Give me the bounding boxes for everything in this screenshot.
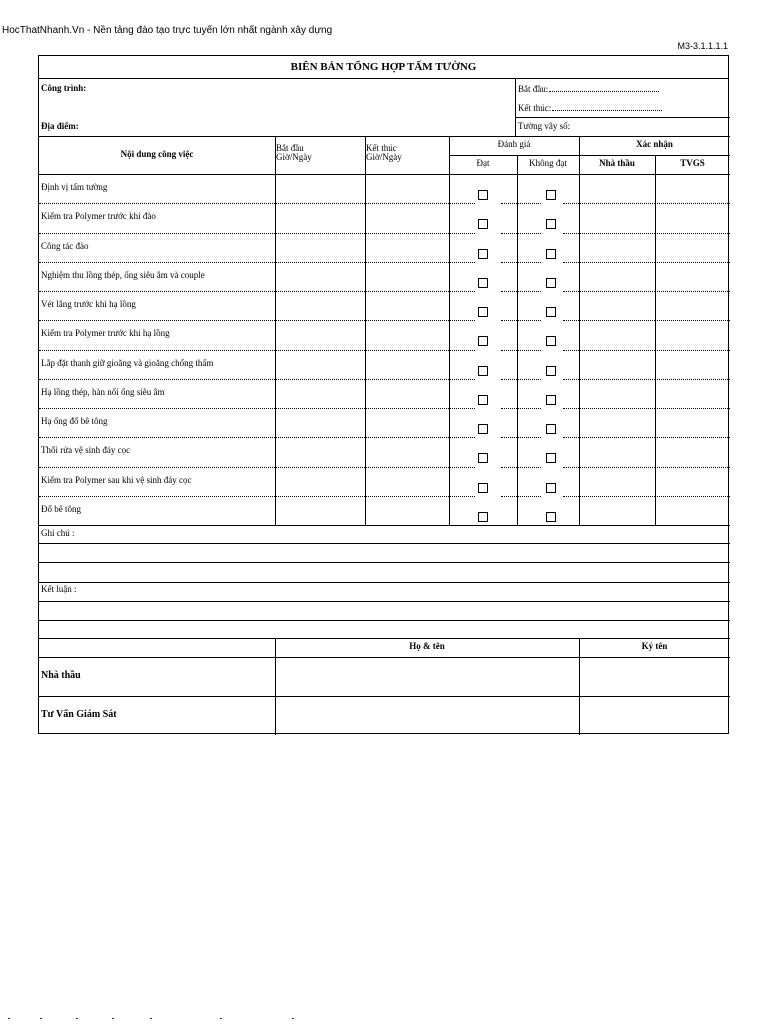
sig-contractor-label: Nhà thầu [41, 670, 81, 681]
row-separator [275, 291, 365, 292]
pass-checkbox[interactable] [478, 278, 488, 288]
row-separator [275, 262, 365, 263]
sig-middle-line [39, 696, 730, 697]
row-separator [449, 467, 475, 468]
row-separator [579, 320, 655, 321]
pass-checkbox[interactable] [478, 336, 488, 346]
row-separator [39, 262, 275, 263]
conclusion-label: Kết luận : [41, 584, 77, 594]
row-separator [39, 496, 275, 497]
sig-name-header: Họ & tên [409, 641, 445, 651]
task-label: Lắp đặt thanh giữ gioăng và gioăng chống thấm [41, 357, 214, 368]
row-separator [517, 291, 541, 292]
row-separator [449, 203, 475, 204]
conclusion-line-1 [39, 601, 730, 602]
task-label: Hạ lồng thép, hàn nối ống siêu âm [41, 386, 165, 397]
row-separator [365, 437, 449, 438]
pass-checkbox[interactable] [478, 366, 488, 376]
row-separator [579, 233, 655, 234]
site-header: HocThatNhanh.Vn - Nền tảng đào tạo trực tuyến lớn nhất ngành xây dựng [2, 25, 333, 36]
row-separator [517, 203, 541, 204]
conclusion-line-2 [39, 620, 730, 621]
sig-header-line [39, 657, 730, 658]
task-label: Kiểm tra Polymer trước khi đào [41, 211, 156, 222]
row-separator [501, 496, 517, 497]
row-separator [39, 437, 275, 438]
row-separator [39, 203, 275, 204]
subheader-line [449, 155, 730, 156]
row-separator [449, 379, 475, 380]
inspection-form [38, 55, 729, 734]
row-separator [365, 350, 449, 351]
notes-line-3 [39, 582, 730, 583]
row-separator [365, 379, 449, 380]
row-separator [275, 437, 365, 438]
row-separator [275, 496, 365, 497]
row-separator [579, 467, 655, 468]
col-fail-header: Không đạt [529, 158, 567, 168]
row-separator [39, 350, 275, 351]
row-separator [517, 350, 541, 351]
row-separator [39, 291, 275, 292]
header-bottom-line [39, 174, 730, 175]
row-separator [563, 437, 579, 438]
vline-6 [655, 155, 656, 525]
row-separator [563, 379, 579, 380]
task-label: Vét lắng trước khi hạ lồng [41, 299, 136, 309]
row-separator [365, 262, 449, 263]
header-top-line [39, 136, 730, 137]
task-label: Nghiệm thu lồng thép, ống siêu âm và couple [41, 269, 205, 280]
fail-checkbox[interactable] [546, 453, 556, 463]
row-separator [655, 379, 730, 380]
row-separator [579, 262, 655, 263]
fail-checkbox[interactable] [546, 336, 556, 346]
row-separator [449, 408, 475, 409]
row-separator [655, 350, 730, 351]
row-separator [275, 408, 365, 409]
col-content-header: Nội dung công việc [120, 149, 194, 159]
col-start-header: Bắt đầu Giờ/Ngày [276, 143, 312, 162]
row-separator [579, 437, 655, 438]
end-field[interactable]: Kết thúc: [518, 102, 662, 113]
form-title: BIÊN BẢN TỔNG HỢP TẤM TƯỜNG [39, 56, 728, 79]
row-separator [517, 496, 541, 497]
row-separator [517, 233, 541, 234]
row-separator [365, 203, 449, 204]
fail-checkbox[interactable] [546, 366, 556, 376]
fail-checkbox[interactable] [546, 512, 556, 522]
pass-checkbox[interactable] [478, 483, 488, 493]
col-end-header: Kết thúc Giờ/Ngày [366, 143, 402, 162]
fail-checkbox[interactable] [546, 483, 556, 493]
fail-checkbox[interactable] [546, 249, 556, 259]
pass-checkbox[interactable] [478, 453, 488, 463]
row-separator [655, 408, 730, 409]
pass-checkbox[interactable] [478, 190, 488, 200]
row-separator [517, 467, 541, 468]
col-confirm-header: Xác nhận [636, 139, 673, 149]
task-label: Định vị tấm tường [41, 182, 108, 192]
task-label: Kiểm tra Polymer trước khi hạ lồng [41, 328, 170, 339]
row-separator [39, 467, 275, 468]
row-separator [563, 203, 579, 204]
row-separator [365, 467, 449, 468]
row-separator [655, 203, 730, 204]
row-separator [365, 291, 449, 292]
task-label: Đổ bê tông [41, 503, 81, 514]
row-separator [275, 379, 365, 380]
row-separator [501, 203, 517, 204]
sig-supervisor-label: Tư Vấn Giám Sát [41, 709, 117, 720]
start-field[interactable]: Bắt đầu: [518, 83, 659, 94]
sig-vline-2 [579, 638, 580, 735]
sig-sign-header: Ký tên [641, 641, 668, 651]
row-separator [563, 496, 579, 497]
row-separator [563, 320, 579, 321]
row-separator [563, 467, 579, 468]
fail-checkbox[interactable] [546, 190, 556, 200]
row-separator [655, 320, 730, 321]
row-separator [501, 379, 517, 380]
task-label: Kiểm tra Polymer sau khi vệ sinh đáy cọc [41, 474, 192, 485]
footer-dots [0, 1018, 768, 1020]
row-separator [39, 379, 275, 380]
row-separator [579, 496, 655, 497]
fail-checkbox[interactable] [546, 219, 556, 229]
row-separator [501, 233, 517, 234]
form-code: M3-3.1.1.1.1 [677, 41, 728, 51]
row-separator [449, 496, 475, 497]
vline-4 [517, 155, 518, 525]
row-separator [655, 467, 730, 468]
row-separator [449, 291, 475, 292]
row-separator [655, 291, 730, 292]
fail-checkbox[interactable] [546, 395, 556, 405]
fail-checkbox[interactable] [546, 424, 556, 434]
row-separator [563, 262, 579, 263]
location-label: Địa điểm: [41, 121, 79, 131]
row-separator [501, 408, 517, 409]
pass-checkbox[interactable] [478, 307, 488, 317]
pass-checkbox[interactable] [478, 424, 488, 434]
row-separator [563, 291, 579, 292]
row-separator [275, 203, 365, 204]
row-separator [501, 320, 517, 321]
row-separator [39, 233, 275, 234]
fail-checkbox[interactable] [546, 278, 556, 288]
row-separator [655, 233, 730, 234]
row-separator [579, 203, 655, 204]
pass-checkbox[interactable] [478, 395, 488, 405]
row-separator [501, 437, 517, 438]
row-separator [275, 233, 365, 234]
row-separator [501, 291, 517, 292]
task-label: Công tác đào [41, 240, 89, 251]
row-separator [501, 350, 517, 351]
row-separator [517, 437, 541, 438]
row-separator [39, 320, 275, 321]
row-separator [517, 379, 541, 380]
row-separator [275, 467, 365, 468]
row-separator [365, 233, 449, 234]
row-separator [579, 408, 655, 409]
notes-line-1 [39, 543, 730, 544]
task-label: Thổi rửa vệ sinh đáy cọc [41, 445, 131, 456]
col-evaluation-header: Đánh giá [497, 139, 531, 149]
info-divider [515, 79, 516, 137]
row-separator [579, 350, 655, 351]
row-separator [517, 262, 541, 263]
row-separator [563, 350, 579, 351]
row-separator [275, 350, 365, 351]
row-separator [365, 496, 449, 497]
row-separator [655, 437, 730, 438]
row-separator [39, 408, 275, 409]
row-separator [449, 437, 475, 438]
project-label: Công trình: [41, 83, 87, 93]
task-label: Hạ ống đổ bê tông [41, 416, 108, 426]
signature-top-line [39, 638, 730, 639]
row-separator [655, 262, 730, 263]
sig-vline-1 [275, 638, 276, 735]
fail-checkbox[interactable] [546, 307, 556, 317]
row-separator [449, 320, 475, 321]
notes-label: Ghi chú : [41, 528, 75, 538]
row-separator [275, 320, 365, 321]
row-separator [449, 262, 475, 263]
pass-checkbox[interactable] [478, 219, 488, 229]
col-tvgs-header: TVGS [680, 158, 705, 168]
row-separator [449, 233, 475, 234]
col-contractor-header: Nhà thầu [599, 158, 635, 168]
row-separator [655, 496, 730, 497]
row-separator [501, 467, 517, 468]
row-separator [365, 320, 449, 321]
row-separator [579, 291, 655, 292]
row-separator [579, 379, 655, 380]
info-line [515, 117, 730, 118]
row-separator [563, 233, 579, 234]
col-pass-header: Đạt [476, 158, 490, 168]
row-separator [501, 262, 517, 263]
row-separator [517, 320, 541, 321]
row-separator [563, 408, 579, 409]
row-separator [365, 408, 449, 409]
pass-checkbox[interactable] [478, 249, 488, 259]
pass-checkbox[interactable] [478, 512, 488, 522]
notes-line-2 [39, 562, 730, 563]
row-separator [517, 408, 541, 409]
wall-no-field[interactable]: Tường vây số: [518, 121, 571, 131]
row-separator [449, 350, 475, 351]
notes-top-line [39, 525, 730, 526]
